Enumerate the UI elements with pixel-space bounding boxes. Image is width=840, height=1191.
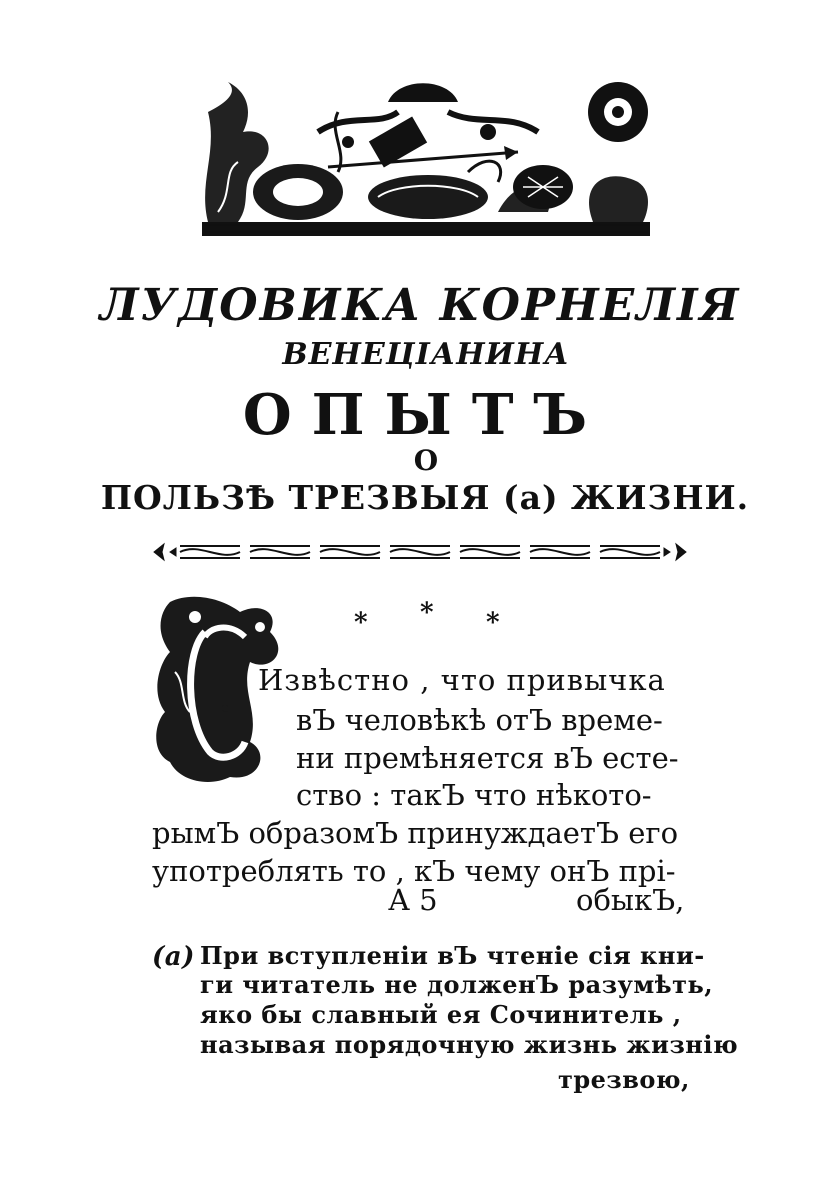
asterism-star: * [486,608,500,638]
signature-mark: А 5 [388,883,438,917]
title-origin: ВЕНЕЦІАНИНА [282,337,570,372]
footnote-line: ги читатель не долженЪ разумѣть, [200,970,714,999]
body-line: ни премѣняется вЪ есте- [296,741,679,775]
asterism-star: * [354,608,368,638]
body-line: вЪ человѣкѣ отЪ време- [296,703,663,737]
footnote-line: При вступленіи вЪ чтеніе сія кни- [200,941,705,970]
body-line: Извѣстно , что привычка [258,663,666,697]
title-preposition: О [413,444,439,477]
footnote-line: называя порядочную жизнь жизнію [200,1030,739,1059]
catchword: обыкЪ, [576,883,685,917]
title-author: ЛУДОВИКА КОРНЕЛІЯ [99,280,741,331]
asterism-star: * [420,598,434,628]
headpiece-ornament [198,72,654,242]
ornamental-rule [150,540,690,564]
body-line: рымЪ образомЪ принуждаетЪ его [152,816,679,850]
title-work: ОПЫТЪ [242,382,608,448]
footnote-line: трезвою, [558,1065,690,1094]
footnote-marker: (а) [152,942,195,972]
asterism [350,598,510,638]
initial-letter: С [221,704,229,715]
title-subject: ПОЛЬЗѢ ТРЕЗВЫЯ (а) ЖИЗНИ. [100,478,750,517]
body-line: ство : такЪ что нѣкото- [296,778,652,812]
body-line: употреблять то , кЪ чему онЪ прі- [152,854,676,888]
footnote-line: яко бы славный ея Сочинитель , [200,1000,682,1029]
